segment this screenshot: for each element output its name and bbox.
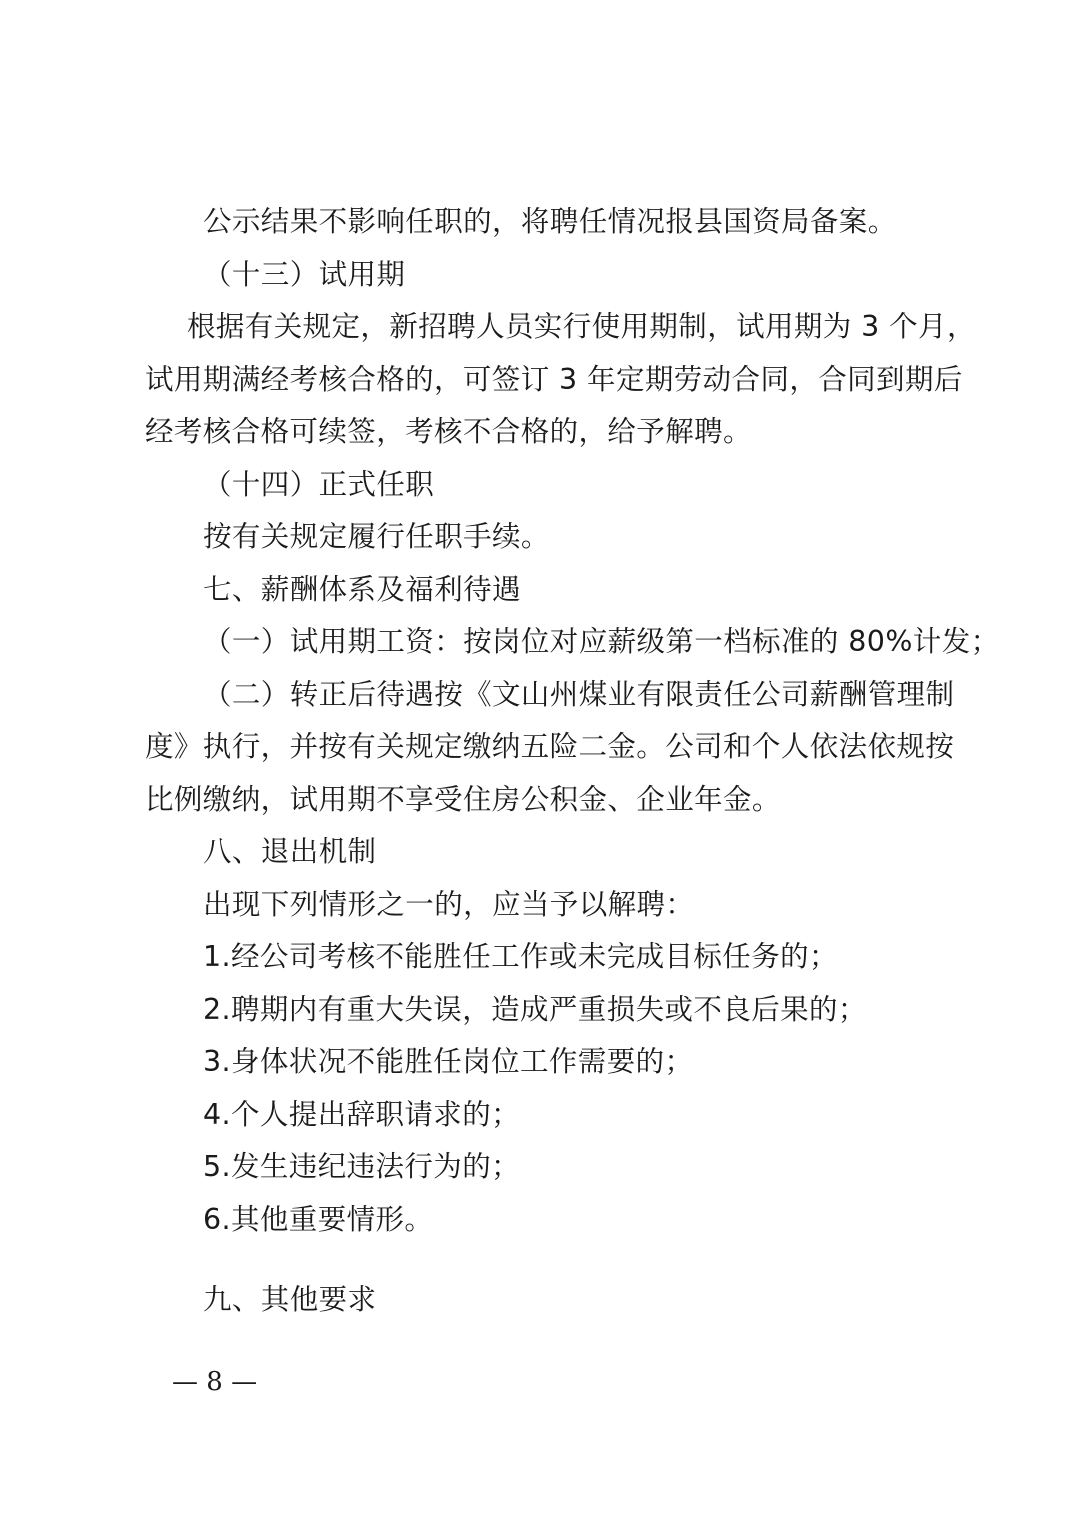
paragraph-line-14: 出现下列情形之一的，应当予以解聘： xyxy=(203,888,695,921)
section-heading-14: （十四）正式任职 xyxy=(203,468,435,501)
list-item-2: 2.聘期内有重大失误，造成严重损失或不良后果的； xyxy=(203,993,867,1026)
list-item-1: 1.经公司考核不能胜任工作或未完成目标任务的； xyxy=(203,940,838,973)
list-item-6: 6.其他重要情形。 xyxy=(203,1203,434,1236)
chapter-heading-9: 九、其他要求 xyxy=(203,1283,377,1316)
chapter-heading-7: 七、薪酬体系及福利待遇 xyxy=(203,573,521,606)
paragraph-line-9: （一）试用期工资：按岗位对应薪级第一档标准的 80%计发； xyxy=(203,625,1000,658)
list-item-4: 4.个人提出辞职请求的； xyxy=(203,1098,520,1131)
paragraph-line-3: 根据有关规定，新招聘人员实行使用期制，试用期为 3 个月， xyxy=(187,310,976,343)
paragraph-line-1: 公示结果不影响任职的，将聘任情况报县国资局备案。 xyxy=(203,205,897,238)
paragraph-line-12: 比例缴纳，试用期不享受住房公积金、企业年金。 xyxy=(145,783,781,816)
paragraph-line-10: （二）转正后待遇按《文山州煤业有限责任公司薪酬管理制 xyxy=(203,678,955,711)
paragraph-line-4: 试用期满经考核合格的，可签订 3 年定期劳动合同，合同到期后 xyxy=(145,363,963,396)
section-heading-13: （十三）试用期 xyxy=(203,258,406,291)
list-item-3: 3.身体状况不能胜任岗位工作需要的； xyxy=(203,1045,694,1078)
paragraph-line-11: 度》执行，并按有关规定缴纳五险二金。公司和个人依法依规按 xyxy=(145,730,955,763)
paragraph-line-7: 按有关规定履行任职手续。 xyxy=(203,520,550,553)
paragraph-line-5: 经考核合格可续签，考核不合格的，给予解聘。 xyxy=(145,415,752,448)
chapter-heading-8: 八、退出机制 xyxy=(203,835,377,868)
list-item-5: 5.发生违纪违法行为的； xyxy=(203,1150,520,1183)
page-number: — 8 — xyxy=(172,1367,258,1397)
